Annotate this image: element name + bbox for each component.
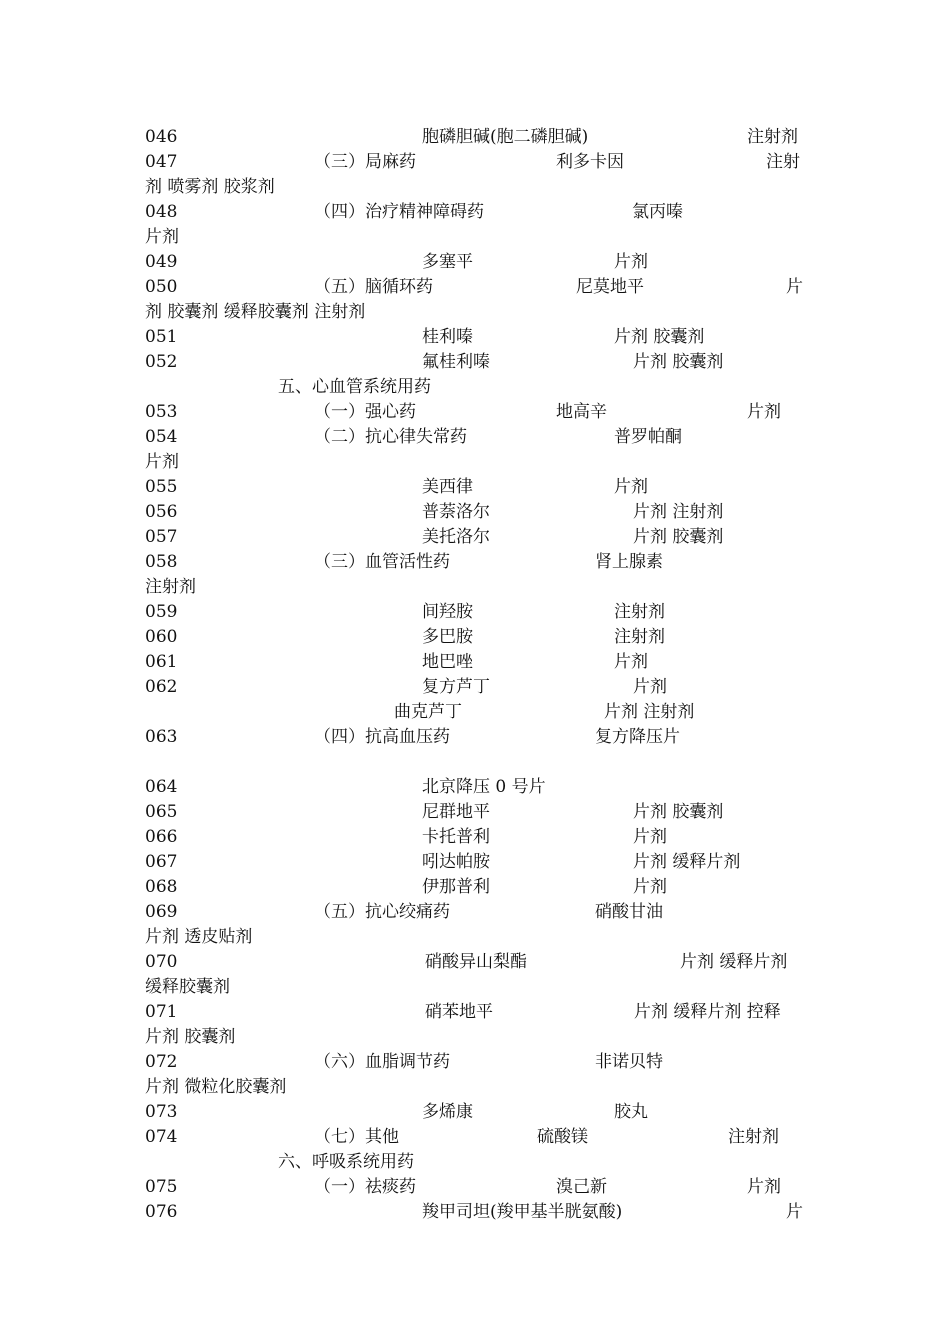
section-title: 六、呼吸系统用药 bbox=[278, 1152, 414, 1172]
item-number: 052 bbox=[145, 352, 178, 372]
drug-name: 复方芦丁 bbox=[422, 677, 490, 697]
dosage-form-continuation: 片剂 透皮贴剂 bbox=[145, 927, 253, 947]
dosage-form: 注射剂 bbox=[614, 602, 665, 622]
list-item-continuation bbox=[0, 975, 950, 1000]
dosage-form-continuation: 片剂 胶囊剂 bbox=[145, 1027, 236, 1047]
dosage-form: 片剂 bbox=[614, 252, 648, 272]
list-item bbox=[0, 1100, 950, 1125]
item-number: 065 bbox=[145, 802, 178, 822]
category-label: （四）抗高血压药 bbox=[314, 727, 450, 747]
dosage-form: 片剂 胶囊剂 bbox=[633, 802, 724, 822]
section-heading bbox=[0, 375, 950, 400]
dosage-form: 片剂 bbox=[614, 652, 648, 672]
dosage-form: 片剂 胶囊剂 bbox=[633, 352, 724, 372]
drug-name: 硝酸异山梨酯 bbox=[425, 952, 527, 972]
item-number: 061 bbox=[145, 652, 178, 672]
blank-line bbox=[0, 750, 950, 775]
category-label: （三）血管活性药 bbox=[314, 552, 450, 572]
dosage-form: 胶丸 bbox=[614, 1102, 648, 1122]
drug-name: 北京降压 0 号片 bbox=[422, 777, 546, 797]
drug-name: 硝苯地平 bbox=[425, 1002, 493, 1022]
dosage-form-continuation: 片剂 bbox=[145, 227, 179, 247]
list-item bbox=[0, 875, 950, 900]
drug-name: 多塞平 bbox=[422, 252, 473, 272]
category-label: （七）其他 bbox=[314, 1127, 399, 1147]
list-item bbox=[0, 1050, 950, 1075]
dosage-form-continuation: 剂 胶囊剂 缓释胶囊剂 注射剂 bbox=[145, 302, 366, 322]
drug-name: 胞磷胆碱(胞二磷胆碱) bbox=[422, 127, 589, 147]
list-item bbox=[0, 800, 950, 825]
category-label: （一）强心药 bbox=[314, 402, 416, 422]
drug-name: 卡托普利 bbox=[422, 827, 490, 847]
dosage-form: 片剂 胶囊剂 bbox=[633, 527, 724, 547]
item-number: 068 bbox=[145, 877, 178, 897]
drug-name: 桂利嗪 bbox=[422, 327, 473, 347]
dosage-form: 片剂 bbox=[633, 877, 667, 897]
dosage-form: 片剂 缓释片剂 bbox=[680, 952, 788, 972]
drug-name: 地高辛 bbox=[556, 402, 607, 422]
dosage-form: 注射剂 bbox=[728, 1127, 779, 1147]
list-item bbox=[0, 150, 950, 175]
dosage-form: 片剂 bbox=[747, 402, 781, 422]
category-label: （五）抗心绞痛药 bbox=[314, 902, 450, 922]
drug-name: 氟桂利嗪 bbox=[422, 352, 490, 372]
list-item bbox=[0, 775, 950, 800]
drug-name: 溴己新 bbox=[556, 1177, 607, 1197]
drug-name: 非诺贝特 bbox=[595, 1052, 663, 1072]
item-number: 049 bbox=[145, 252, 178, 272]
dosage-form: 片剂 缓释片剂 bbox=[633, 852, 741, 872]
list-item bbox=[0, 525, 950, 550]
drug-name: 美西律 bbox=[422, 477, 473, 497]
category-label: （二）抗心律失常药 bbox=[314, 427, 467, 447]
dosage-form-continuation: 片剂 bbox=[145, 452, 179, 472]
list-item-continuation bbox=[0, 300, 950, 325]
list-item bbox=[0, 1000, 950, 1025]
drug-name: 普萘洛尔 bbox=[422, 502, 490, 522]
dosage-form-continuation: 注射剂 bbox=[145, 577, 196, 597]
dosage-form-continuation: 剂 喷雾剂 胶浆剂 bbox=[145, 177, 275, 197]
item-number: 067 bbox=[145, 852, 178, 872]
list-item-continuation bbox=[0, 175, 950, 200]
item-number: 046 bbox=[145, 127, 178, 147]
dosage-form-continuation: 缓释胶囊剂 bbox=[145, 977, 230, 997]
item-number: 055 bbox=[145, 477, 178, 497]
item-number: 058 bbox=[145, 552, 178, 572]
list-item bbox=[0, 1175, 950, 1200]
item-number: 060 bbox=[145, 627, 178, 647]
category-label: （六）血脂调节药 bbox=[314, 1052, 450, 1072]
item-number: 076 bbox=[145, 1202, 178, 1222]
item-number: 072 bbox=[145, 1052, 178, 1072]
item-number: 057 bbox=[145, 527, 178, 547]
list-item-continuation bbox=[0, 575, 950, 600]
category-label: （五）脑循环药 bbox=[314, 277, 433, 297]
list-item bbox=[0, 400, 950, 425]
item-number: 056 bbox=[145, 502, 178, 522]
list-item-continuation bbox=[0, 1025, 950, 1050]
list-item bbox=[0, 1200, 950, 1225]
section-heading bbox=[0, 1150, 950, 1175]
category-label: （一）祛痰药 bbox=[314, 1177, 416, 1197]
item-number: 053 bbox=[145, 402, 178, 422]
dosage-form: 注射 bbox=[766, 152, 800, 172]
dosage-form: 片剂 注射剂 bbox=[604, 702, 695, 722]
item-number: 051 bbox=[145, 327, 178, 347]
list-item bbox=[0, 200, 950, 225]
list-item bbox=[0, 1125, 950, 1150]
list-item bbox=[0, 475, 950, 500]
dosage-form: 片剂 bbox=[633, 827, 667, 847]
list-item bbox=[0, 825, 950, 850]
drug-name: 硝酸甘油 bbox=[595, 902, 663, 922]
drug-name: 氯丙嗪 bbox=[632, 202, 683, 222]
item-number: 050 bbox=[145, 277, 178, 297]
list-item bbox=[0, 125, 950, 150]
drug-name: 普罗帕酮 bbox=[614, 427, 682, 447]
list-item bbox=[0, 850, 950, 875]
drug-name: 吲达帕胺 bbox=[422, 852, 490, 872]
list-item bbox=[0, 950, 950, 975]
category-label: （四）治疗精神障碍药 bbox=[314, 202, 484, 222]
drug-name: 尼莫地平 bbox=[576, 277, 644, 297]
dosage-form: 片 bbox=[786, 277, 803, 297]
drug-name: 多巴胺 bbox=[422, 627, 473, 647]
dosage-form: 注射剂 bbox=[614, 627, 665, 647]
dosage-form: 片剂 缓释片剂 控释 bbox=[634, 1002, 781, 1022]
dosage-form: 片剂 bbox=[614, 477, 648, 497]
section-title: 五、心血管系统用药 bbox=[278, 377, 431, 397]
list-item bbox=[0, 675, 950, 700]
dosage-form: 片剂 注射剂 bbox=[633, 502, 724, 522]
list-item bbox=[0, 625, 950, 650]
item-number: 070 bbox=[145, 952, 178, 972]
dosage-form: 片剂 胶囊剂 bbox=[614, 327, 705, 347]
dosage-form: 片剂 bbox=[633, 677, 667, 697]
drug-name: 利多卡因 bbox=[556, 152, 624, 172]
drug-name: 曲克芦丁 bbox=[394, 702, 462, 722]
dosage-form: 注射剂 bbox=[747, 127, 798, 147]
item-number: 054 bbox=[145, 427, 178, 447]
list-item bbox=[0, 425, 950, 450]
dosage-form: 片 bbox=[786, 1202, 803, 1222]
drug-name: 复方降压片 bbox=[595, 727, 680, 747]
item-number: 064 bbox=[145, 777, 178, 797]
list-item-continuation bbox=[0, 1075, 950, 1100]
item-number: 075 bbox=[145, 1177, 178, 1197]
item-number: 047 bbox=[145, 152, 178, 172]
item-number: 048 bbox=[145, 202, 178, 222]
item-number: 063 bbox=[145, 727, 178, 747]
list-item bbox=[0, 550, 950, 575]
list-item bbox=[0, 700, 950, 725]
list-item bbox=[0, 650, 950, 675]
item-number: 059 bbox=[145, 602, 178, 622]
list-item-continuation bbox=[0, 925, 950, 950]
dosage-form-continuation: 片剂 微粒化胶囊剂 bbox=[145, 1077, 287, 1097]
list-item bbox=[0, 600, 950, 625]
item-number: 074 bbox=[145, 1127, 178, 1147]
list-item bbox=[0, 275, 950, 300]
list-item bbox=[0, 250, 950, 275]
item-number: 071 bbox=[145, 1002, 178, 1022]
drug-name: 美托洛尔 bbox=[422, 527, 490, 547]
list-item bbox=[0, 500, 950, 525]
item-number: 062 bbox=[145, 677, 178, 697]
drug-name: 伊那普利 bbox=[422, 877, 490, 897]
drug-name: 多烯康 bbox=[422, 1102, 473, 1122]
list-item bbox=[0, 725, 950, 750]
drug-name: 羧甲司坦(羧甲基半胱氨酸) bbox=[422, 1202, 623, 1222]
list-item bbox=[0, 900, 950, 925]
drug-name: 尼群地平 bbox=[422, 802, 490, 822]
drug-name: 肾上腺素 bbox=[595, 552, 663, 572]
drug-name: 硫酸镁 bbox=[537, 1127, 588, 1147]
dosage-form: 片剂 bbox=[747, 1177, 781, 1197]
list-item-continuation bbox=[0, 450, 950, 475]
list-item-continuation bbox=[0, 225, 950, 250]
drug-name: 地巴唑 bbox=[422, 652, 473, 672]
item-number: 073 bbox=[145, 1102, 178, 1122]
list-item bbox=[0, 325, 950, 350]
item-number: 069 bbox=[145, 902, 178, 922]
item-number: 066 bbox=[145, 827, 178, 847]
category-label: （三）局麻药 bbox=[314, 152, 416, 172]
list-item bbox=[0, 350, 950, 375]
drug-name: 间羟胺 bbox=[422, 602, 473, 622]
